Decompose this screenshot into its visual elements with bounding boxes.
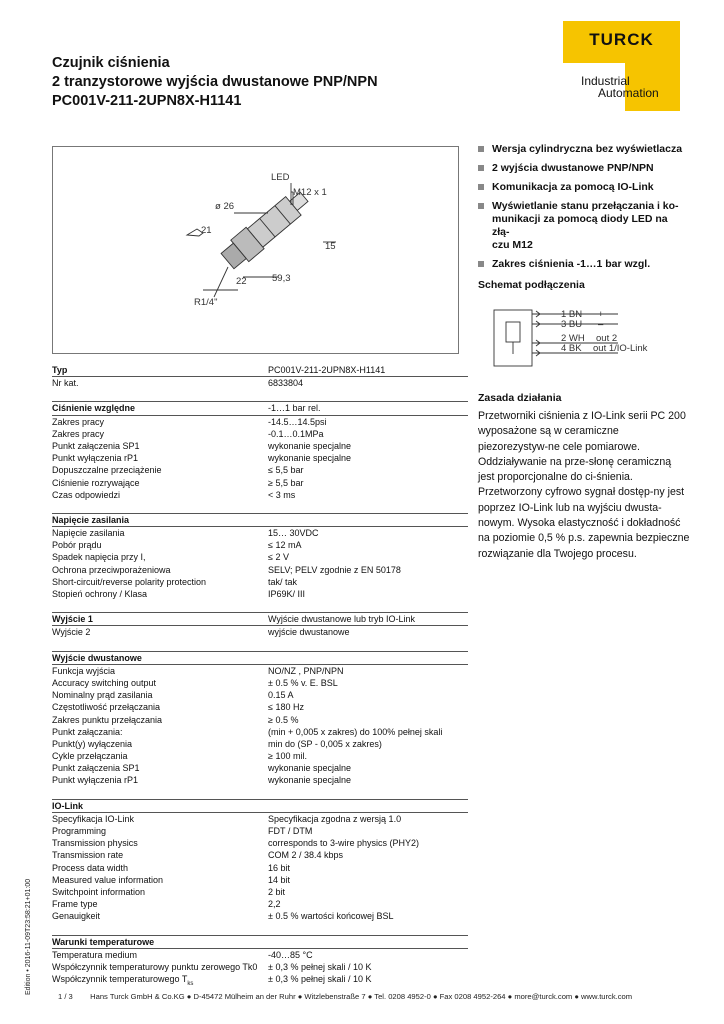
table-row: Dopuszczalne przeciążenie ≤ 5,5 bar <box>52 465 304 476</box>
label-22: 22 <box>236 276 247 287</box>
table-row: Czas odpowiedzi < 3 ms <box>52 489 296 500</box>
pin-3: 3 BU <box>561 319 583 330</box>
principle-text: Przetworniki ciśnienia z IO-Link serii PC 200 wyposażone są w ceramiczne piezorezystyw-ne cele pomiarowe. Oddziaływanie na prze-słonę ceramiczną jest proporcjonalne do ci-śnienia. Przetworzony cyfrowo sygnał dostęp-ny jest poprzez IO-Link lub na wyjściu dwusta-nowym. Wysoka elastyczność i dokładność na poziomie 0,5 % p.s. zapewnia bezpieczne rozwiązanie dla Twojego procesu. <box>478 410 690 560</box>
logo-line-industrial: Industrial <box>581 74 630 88</box>
bullet-square-icon <box>478 184 484 190</box>
label-led: LED <box>271 172 290 183</box>
table-row: Nominalny prąd zasilania 0.15 A <box>52 690 294 701</box>
feature-list <box>478 143 688 277</box>
table-row: Punkt(y) wyłączenia min do (SP - 0,005 x zakres) <box>52 738 382 749</box>
table-row: Zakres punktu przełączania ≥ 0.5 % <box>52 714 299 725</box>
label-thread: R1/4" <box>194 297 218 308</box>
table-row: Punkt załączenia SP1 wykonanie specjalne <box>52 440 352 451</box>
dimension-drawing <box>52 146 459 354</box>
table-row: Temperatura medium -40…85 °C <box>52 949 313 960</box>
title-line-1: Czujnik ciśnienia <box>52 55 170 71</box>
page-number: 1 / 3 <box>58 992 73 1001</box>
table-row: Wyjście 1 Wyjście dwustanowe lub tryb IO-Link <box>52 613 468 626</box>
spec-table <box>52 364 468 990</box>
table-row: Napięcie zasilania <box>52 513 468 526</box>
table-row: Punkt wyłączenia rP1 wykonanie specjalne <box>52 453 352 464</box>
signal-3: – <box>598 319 604 330</box>
edition-stamp: Edition • 2016-11-09T23:58:21+01:00 <box>25 878 32 995</box>
table-row: Programming FDT / DTM <box>52 826 313 836</box>
table-row: Frame type 2,2 <box>52 899 281 910</box>
table-row: Genauigkeit ± 0.5 % wartości końcowej BSL <box>52 911 394 922</box>
table-row: Częstotliwość przełączania ≤ 180 Hz <box>52 702 304 713</box>
table-row: Warunki temperaturowe <box>52 935 468 948</box>
table-row: Współczynnik temperaturowego $T_{ks}$ ± 0,3 % pełnej skali / 10 K <box>52 974 372 987</box>
table-row: Punkt wyłączenia rP1 wykonanie specjalne <box>52 775 352 786</box>
table-row: Nr kat. 6833804 <box>52 378 304 389</box>
table-row: Transmission physics corresponds to 3-wire physics (PHY2) <box>52 838 420 849</box>
feature-item: Zakres ciśnienia -1…1 bar wzgl. <box>478 258 688 271</box>
table-row: Funkcja wyjścia NO/NZ , PNP/NPN <box>52 665 344 676</box>
table-row: Ochrona przeciwporażeniowa SELV; PELV zgodnie z EN 50178 <box>52 564 401 575</box>
bullet-square-icon <box>478 165 484 171</box>
wiring-svg <box>478 300 678 372</box>
table-row: Process data width 16 bit <box>52 862 291 873</box>
feature-item: 2 wyjścia dwustanowe PNP/NPN <box>478 162 688 175</box>
table-row: Zakres pracy -0.1…0.1MPa <box>52 428 324 439</box>
feature-item: Wersja cylindryczna bez wyświetlacza <box>478 143 688 156</box>
feature-item: Komunikacja za pomocą IO-Link <box>478 181 688 194</box>
table-row: Współczynnik temperaturowy punktu zerowego Tk0 ± 0,3 % pełnej skali / 10 K <box>52 961 372 972</box>
table-row: Spadek napięcia przy I, ≤ 2 V <box>52 552 289 563</box>
table-row: Accuracy switching output ± 0.5 % v. E. BSL <box>52 677 338 688</box>
table-row: Specyfikacja IO-Link Specyfikacja zgodna z wersją 1.0 <box>52 813 402 824</box>
table-row: Stopień ochrony / Klasa IP69K/ III <box>52 589 306 599</box>
sensor-drawing-svg <box>53 147 458 353</box>
table-row: Switchpoint information 2 bit <box>52 886 286 897</box>
company-address: Hans Turck GmbH & Co.KG ● D-45472 Mülheim an der Ruhr ● Witzlebenstraße 7 ● Tel. 0208 4952-0 ● Fax 0208 4952-264 ● more@turck.com ● www.turck.com <box>90 992 633 1001</box>
logo-line-automation: Automation <box>598 86 659 100</box>
table-row: Cykle przełączania ≥ 100 mil. <box>52 751 307 762</box>
pin-4: 4 BK <box>561 343 582 354</box>
bullet-square-icon <box>478 203 484 209</box>
signal-2: out 2 <box>596 333 618 344</box>
table-row: Short-circuit/reverse polarity protection tak/ tak <box>52 576 298 587</box>
table-row: Wyjście 2 wyjście dwustanowe <box>52 627 350 638</box>
table-row: IO-Link <box>52 799 468 812</box>
pin-2: 2 WH <box>561 333 585 344</box>
signal-4: out 1/IO-Link <box>593 343 648 354</box>
table-row: Wyjście dwustanowe <box>52 651 468 664</box>
title-line-3: PC001V-211-2UPN8X-H1141 <box>52 93 242 109</box>
bullet-square-icon <box>478 261 484 267</box>
tk-subscript: ks <box>187 980 194 987</box>
bullet-square-icon <box>478 146 484 152</box>
signal-1: + <box>598 309 604 320</box>
table-row: Ciśnienie względne -1…1 bar rel. <box>52 402 468 415</box>
label-59: 59,3 <box>272 273 291 284</box>
wiring-title: Schemat podłączenia <box>478 279 585 291</box>
table-row: Typ PC001V-211-2UPN8X-H1141 <box>52 364 468 377</box>
label-m12: M12 x 1 <box>293 187 327 198</box>
title-line-2: 2 tranzystorowe wyjścia dwustanowe PNP/NPN <box>52 74 378 90</box>
table-row: Napięcie zasilania 15… 30VDC <box>52 528 319 539</box>
table-row: Punkt załączania: (min + 0,005 x zakres) do 100% pełnej skali <box>52 726 443 737</box>
table-row: Measured value information 14 bit <box>52 874 291 885</box>
pin-1: 1 BN <box>561 309 583 320</box>
table-row: Ciśnienie rozrywające ≥ 5,5 bar <box>52 477 304 488</box>
table-row: Transmission rate COM 2 / 38.4 kbps <box>52 850 344 861</box>
feature-item: Wyświetlanie stanu przełączania i ko- munikacji za pomocą diody LED na złą- czu M12 <box>478 200 688 252</box>
turck-logo-text: TURCK <box>589 30 654 49</box>
table-row: Pobór prądu ≤ 12 mA <box>52 540 302 551</box>
wiring-diagram <box>478 300 678 377</box>
principle-title: Zasada działania <box>478 392 562 404</box>
table-row: Zakres pracy -14.5…14.5psi <box>52 416 327 427</box>
label-d26: ø 26 <box>215 201 235 212</box>
table-row: Punkt załączenia SP1 wykonanie specjalne <box>52 763 352 774</box>
label-15: 15 <box>325 241 336 252</box>
page-footer <box>58 992 632 1001</box>
page-title <box>52 54 378 111</box>
label-21: 21 <box>201 225 212 236</box>
